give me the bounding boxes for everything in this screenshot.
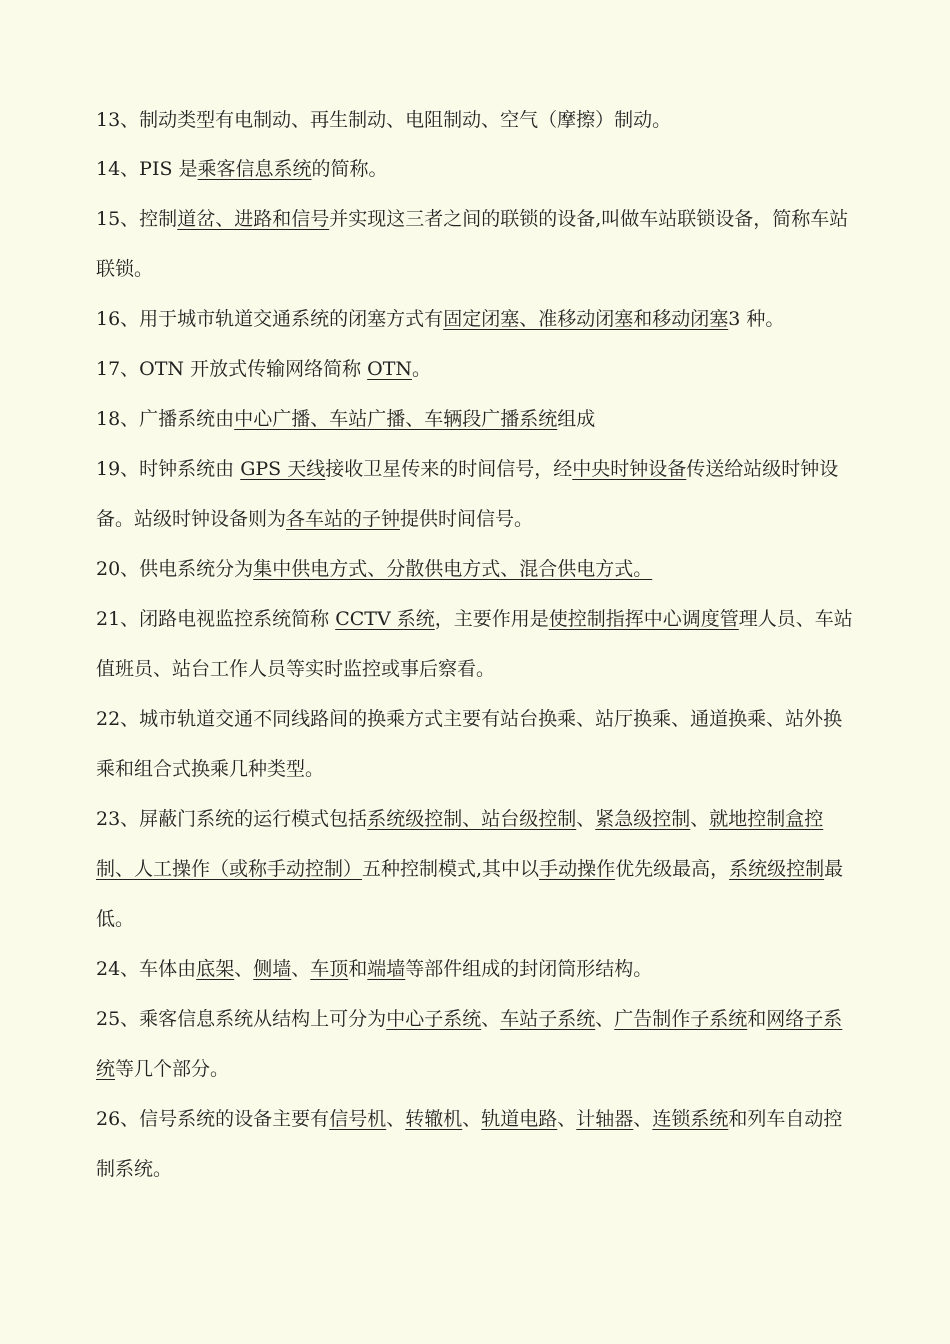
underlined-answer: 系统级控制 xyxy=(729,858,825,880)
text-segment: 的简称。 xyxy=(311,158,388,180)
text-segment: 17、OTN 开放式传输网络简称 xyxy=(96,358,368,380)
text-segment: 优先级最高， xyxy=(615,858,730,880)
underlined-answer: 连锁系统 xyxy=(652,1108,729,1130)
item-15 xyxy=(96,194,858,294)
text-segment: 、 xyxy=(234,958,254,980)
text-segment: 16、用于城市轨道交通系统的闭塞方式有 xyxy=(96,308,444,330)
text-segment: 和列车自动控制系统。 xyxy=(96,1108,843,1180)
text-segment: 25、乘客信息系统从结构上可分为 xyxy=(96,1008,387,1030)
text-segment: 、 xyxy=(557,1108,577,1130)
item-25 xyxy=(96,994,858,1094)
underlined-answer: 紧急级控制 xyxy=(595,808,691,830)
text-segment: 组成 xyxy=(557,408,596,430)
item-26 xyxy=(96,1094,858,1194)
underlined-answer: 网络子系统 xyxy=(96,1008,843,1080)
text-segment: ，主要作用是 xyxy=(434,608,549,630)
item-23 xyxy=(96,794,858,944)
text-segment: 、 xyxy=(386,1108,406,1130)
text-segment: 22、城市轨道交通不同线路间的换乘方式主要有站台换乘、站厅换乘、通道换乘、站外换乘和组合式换乘几种类型。 xyxy=(96,708,843,780)
underlined-answer: 转辙机 xyxy=(405,1108,463,1130)
text-segment: 、 xyxy=(633,1108,653,1130)
underlined-answer: OTN xyxy=(367,358,413,380)
text-segment: 和 xyxy=(348,958,368,980)
underlined-answer: 侧墙 xyxy=(253,958,292,980)
underlined-answer: 手动操作 xyxy=(539,858,616,880)
item-16 xyxy=(96,294,858,344)
text-segment: 理人员、车站值班员、站台工作人员等实时监控或事后察看。 xyxy=(96,608,853,680)
underlined-answer: 轨道电路 xyxy=(481,1108,558,1130)
text-segment: 21、闭路电视监控系统简称 xyxy=(96,608,336,630)
text-segment: 最低。 xyxy=(96,858,844,930)
text-segment: 26、信号系统的设备主要有 xyxy=(96,1108,330,1130)
underlined-answer: CCTV 系统 xyxy=(335,608,435,630)
underlined-answer: 车站子系统 xyxy=(500,1008,596,1030)
underlined-answer: 底架 xyxy=(196,958,235,980)
text-segment: 提供时间信号。 xyxy=(400,508,534,530)
text-segment: 、 xyxy=(690,808,710,830)
item-21 xyxy=(96,594,858,694)
underlined-answer: 端墙 xyxy=(367,958,406,980)
text-segment: 并实现这三者之间的联锁的设备,叫做车站联锁设备，简称车站联锁。 xyxy=(96,208,849,280)
underlined-answer: 系统级控制、站台级控制 xyxy=(367,808,577,830)
text-segment: 传送给站级时钟设备。站级时钟设备则为 xyxy=(96,458,839,530)
underlined-answer: 车顶 xyxy=(310,958,349,980)
text-segment: 、 xyxy=(576,808,596,830)
underlined-answer: GPS 天线 xyxy=(240,458,326,480)
underlined-answer: 道岔、进路和信号 xyxy=(177,208,330,230)
underlined-answer: 乘客信息系统 xyxy=(197,158,312,180)
text-segment: 23、屏蔽门系统的运行模式包括 xyxy=(96,808,368,830)
underlined-answer: 中心子系统 xyxy=(386,1008,482,1030)
text-segment: 等部件组成的封闭筒形结构。 xyxy=(405,958,653,980)
document-body xyxy=(96,104,858,1194)
text-segment: 和 xyxy=(747,1008,767,1030)
underlined-answer: 集中供电方式、分散供电方式、混合供电方式。 xyxy=(253,558,653,580)
text-segment: 、 xyxy=(291,958,311,980)
text-segment: 24、车体由 xyxy=(96,958,197,980)
text-segment: 、 xyxy=(595,1008,615,1030)
item-20 xyxy=(96,544,858,594)
text-segment: 接收卫星传来的时间信号，经 xyxy=(325,458,573,480)
text-segment: 。 xyxy=(412,358,432,380)
underlined-answer: 使控制指挥中心调度管 xyxy=(548,608,739,630)
item-19 xyxy=(96,444,858,544)
item-18 xyxy=(96,394,858,444)
text-segment: 13、制动类型有电制动、再生制动、电阻制动、空气（摩擦）制动。 xyxy=(96,109,672,131)
text-segment: 20、供电系统分为 xyxy=(96,558,254,580)
text-segment: 18、广播系统由 xyxy=(96,408,235,430)
text-segment: 14、PIS 是 xyxy=(96,158,198,180)
item-24 xyxy=(96,944,858,994)
text-segment: 19、时钟系统由 xyxy=(96,458,241,480)
underlined-answer: 就地控制盒控制、人工操作（或称手动控制） xyxy=(96,808,824,880)
underlined-answer: 信号机 xyxy=(329,1108,387,1130)
item-22 xyxy=(96,694,858,794)
item-14 xyxy=(96,145,858,194)
text-segment: 等几个部分。 xyxy=(115,1058,230,1080)
text-segment: 3 种。 xyxy=(728,308,785,330)
underlined-answer: 固定闭塞、准移动闭塞和移动闭塞 xyxy=(443,308,729,330)
underlined-answer: 广告制作子系统 xyxy=(614,1008,748,1030)
text-segment: 五种控制模式,其中以 xyxy=(362,858,540,880)
underlined-answer: 计轴器 xyxy=(576,1108,634,1130)
text-segment: 、 xyxy=(462,1108,482,1130)
underlined-answer: 各车站的子钟 xyxy=(286,508,401,530)
underlined-answer: 中央时钟设备 xyxy=(572,458,687,480)
item-17 xyxy=(96,344,858,394)
text-segment: 、 xyxy=(481,1008,501,1030)
text-segment: 15、控制 xyxy=(96,208,178,230)
underlined-answer: 中心广播、车站广播、车辆段广播系统 xyxy=(234,408,558,430)
item-13 xyxy=(96,95,858,145)
